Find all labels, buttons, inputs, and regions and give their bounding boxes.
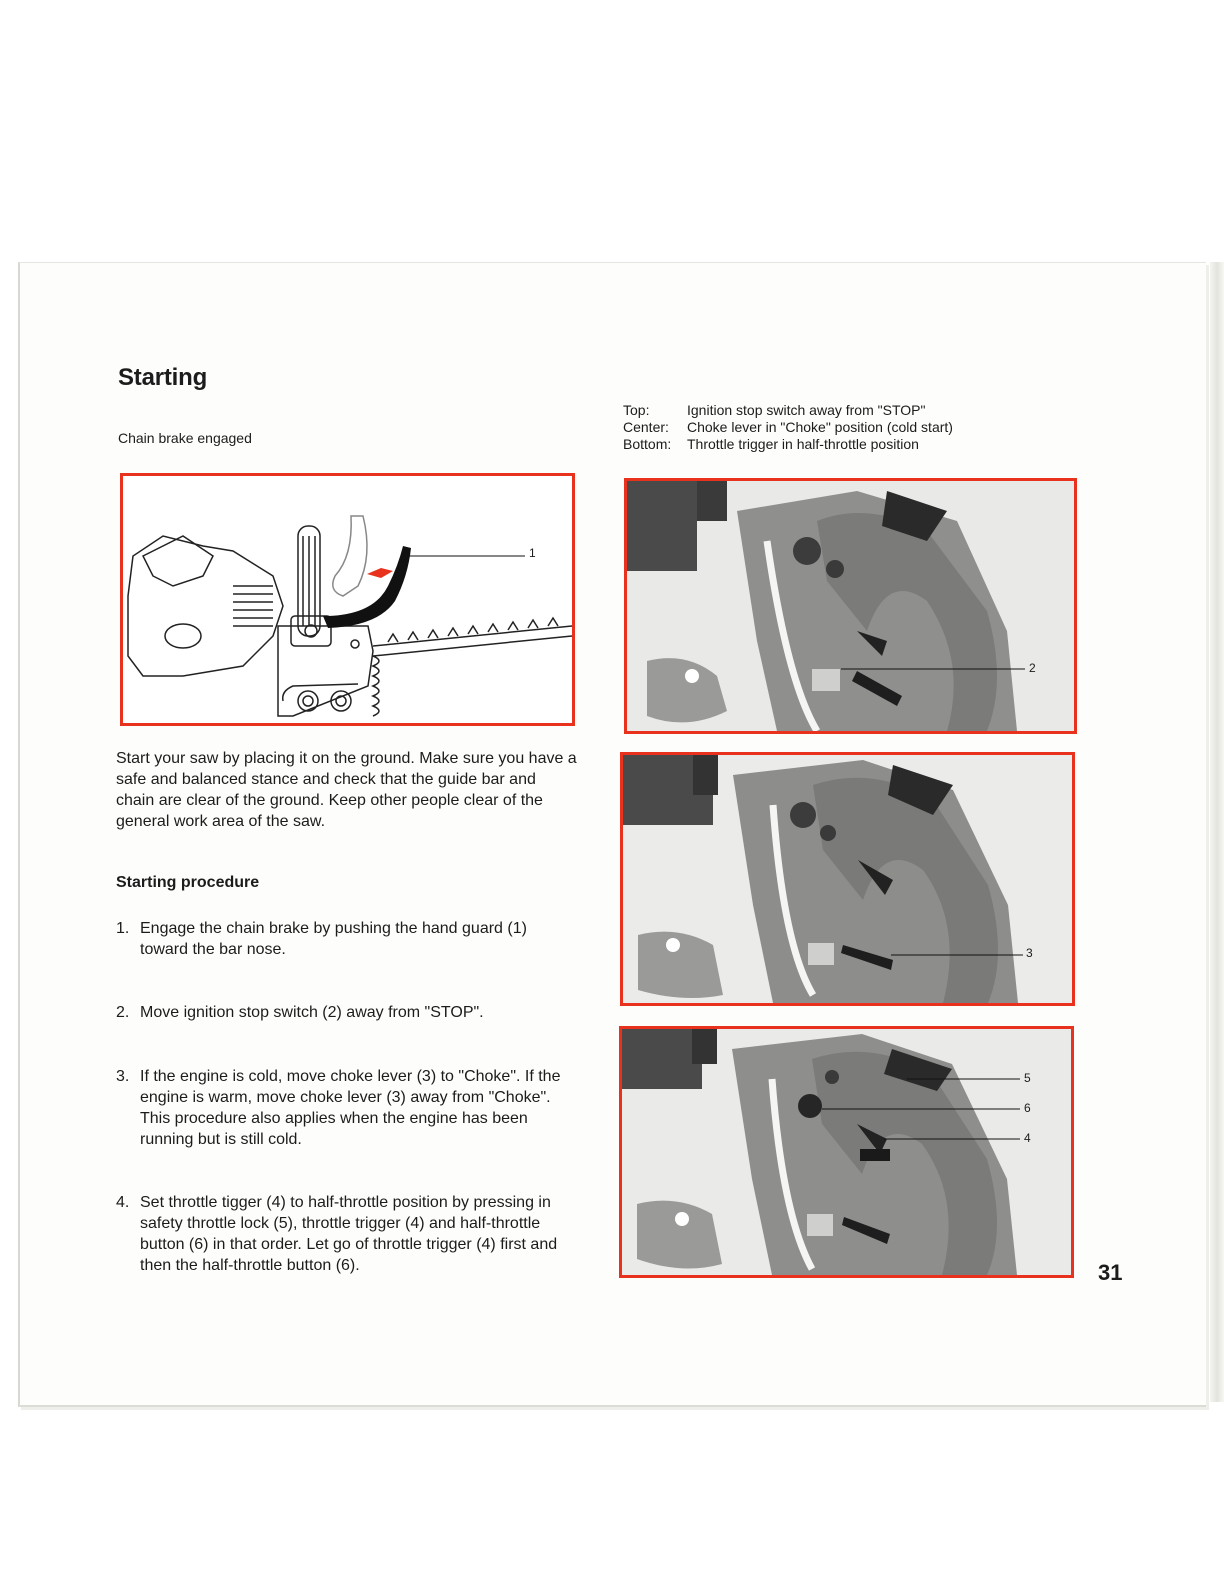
callout-1: 1 — [529, 546, 536, 560]
rear-handle-photo-top — [627, 481, 1074, 731]
procedure-step-3: 3. If the engine is cold, move choke lever (3) to "Choke". If the engine is warm, move choke lever (3) away from "Choke". This procedure also applies when the engine has been running but is still cold. — [116, 1068, 561, 1148]
photo-ignition-switch — [624, 478, 1077, 734]
intro-paragraph: Start your saw by placing it on the ground. Make sure you have a safe and balanced stance and check that the guide bar and chain are clear of the ground. Keep other people clear of the general work area of the saw. — [116, 750, 577, 830]
photo-choke-lever — [620, 752, 1075, 1006]
guide-bar-chain — [373, 626, 572, 656]
chain-brake-illustration — [120, 473, 575, 726]
saw-body-outline — [128, 536, 283, 676]
page-edge — [1210, 262, 1224, 1402]
rear-handle-photo-bottom — [622, 1029, 1071, 1275]
callout-4: 4 — [1024, 1131, 1031, 1145]
photo-caption-top: Top: Ignition stop switch away from "STOP" — [623, 402, 926, 418]
procedure-heading: Starting procedure — [116, 874, 260, 891]
callout-3: 3 — [1026, 946, 1033, 960]
procedure-step-1: 1. Engage the chain brake by pushing the hand guard (1) toward the bar nose. — [116, 920, 527, 958]
callout-6: 6 — [1024, 1101, 1031, 1115]
callout-2: 2 — [1029, 661, 1036, 675]
chainsaw-line-drawing — [123, 476, 572, 723]
page-title: Starting — [118, 364, 208, 391]
photo-caption-center: Center: Choke lever in "Choke" position (cold start) — [623, 419, 953, 435]
rear-handle-photo-center — [623, 755, 1072, 1003]
procedure-step-2: 2. Move ignition stop switch (2) away from "STOP". — [116, 1004, 484, 1021]
photo-throttle-trigger — [619, 1026, 1074, 1278]
photo-captions — [623, 402, 1023, 453]
callout-5: 5 — [1024, 1071, 1031, 1085]
procedure-step-4: 4. Set throttle tigger (4) to half-throttle position by pressing in safety throttle lock (5), throttle trigger (4) and half-throttle button (6) in that order. Let go of throttle trigger (4) first and then the half-throttle button (6). — [116, 1194, 558, 1274]
illustration-caption: Chain brake engaged — [118, 430, 252, 446]
push-direction-arrow — [367, 568, 393, 578]
photo-caption-bottom: Bottom: Throttle trigger in half-throttle position — [623, 436, 919, 452]
page-number: 31 — [1098, 1260, 1123, 1285]
